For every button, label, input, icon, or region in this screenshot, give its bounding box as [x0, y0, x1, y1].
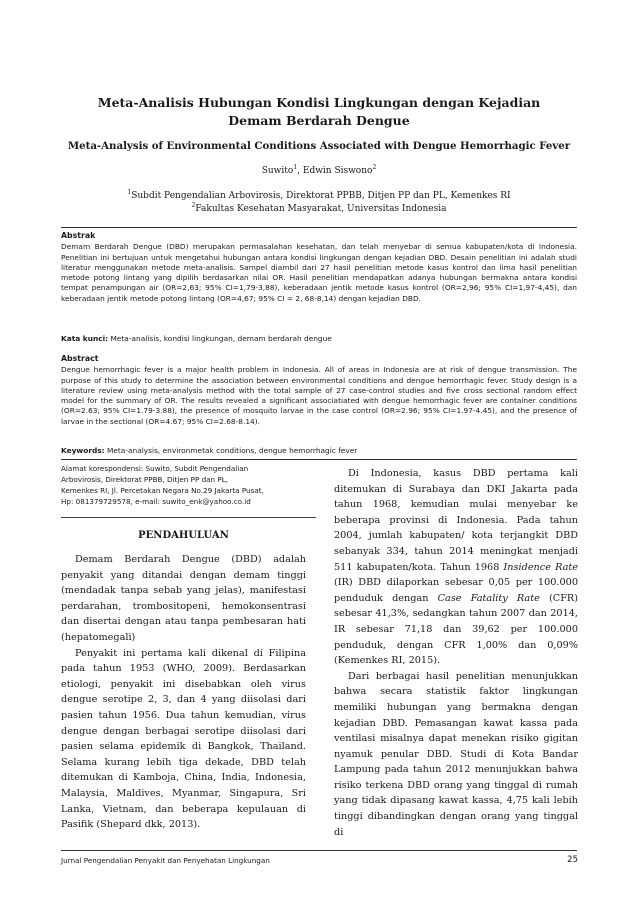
abstrak-section: [61, 231, 577, 304]
text-run: (CFR) sebesar 41,3%, sedangkan tahun 2007 dan 2014, IR sebesar 71,18 dan 39,62 per 100.000 penduduk, dengan CFR 1,00% dan 0,09% (Kemenkes RI, 2015).: [334, 592, 578, 667]
affiliation-1: [60, 190, 578, 203]
affiliation-text: Subdit Pengendalian Arbovirosis, Direktorat PPBB, Ditjen PP dan PL, Kemenkes RI: [131, 191, 511, 201]
affiliation-mark: 1: [127, 189, 132, 196]
abstrak-body: Demam Berdarah Dengue (DBD) merupakan permasalahan kesehatan, dan telah menyebar di semua kabupaten/kota di Indonesia. Penelitian ini bertujuan untuk mengetahui hubungan antara kondisi lingkungan dengan kejadian DBD. Desain penelitian ini adalah studi literatur menggunakan metode meta-analisis. Sampel diambil dari 27 hasil penelitian metode kasus kontrol dan lima hasil penelitian metode potong lintang yang dipilih berdasarkan nilai OR. Hasil penelitian mendapatkan adanya hubungan bermakna antara kondisi tempat penampungan air (OR=2,63; 95% CI=1,79-3,88), keberadaan jentik metode kasus kontrol (OR=2,96; 95% CI=1,97-4,45), dan keberadaan jentik metode potong lintang (OR=4,67; 95% CI = 2, 68-8,14) dengan kejadian DBD.: [61, 242, 577, 303]
affiliation-mark: 2: [191, 202, 196, 209]
affiliation-2: [60, 203, 578, 216]
article-title-english: Meta-Analysis of Environmental Conditions Associated with Dengue Hemorrhagic Fever: [67, 140, 571, 152]
article-title-line1: Meta-Analisis Hubungan Kondisi Lingkungan dengan Kejadian: [97, 95, 541, 110]
text-run: (IR) DBD dilaporkan sebesar 0,05 per 100.000 penduduk dengan: [334, 577, 578, 604]
correspondence-address: [61, 463, 316, 507]
author-separator: ,: [297, 166, 303, 176]
keywords-label: Keywords:: [61, 446, 105, 455]
correspondence-line: Arbovirosis, Direktorat PPBB, Ditjen PP dan PL,: [61, 475, 229, 484]
affiliation-text: Fakultas Kesehatan Masyarakat, Universitas Indonesia: [195, 204, 447, 214]
footer-divider: [61, 850, 577, 851]
abstract-section: [61, 354, 577, 427]
keywords-value: Meta-analysis, environmetak conditions, dengue hemorrhagic fever: [104, 446, 358, 455]
journal-name: Jurnal Pengendalian Penyakit dan Penyehatan Lingkungan: [61, 856, 270, 865]
section-heading: PENDAHULUAN: [138, 530, 229, 541]
italic-term: Case Fatality Rate: [437, 592, 540, 604]
divider: [61, 517, 316, 518]
author-name: Edwin Siswono: [302, 166, 373, 176]
article-title-line2: Demam Berdarah Dengue: [228, 113, 410, 128]
text-run: Di Indonesia, kasus DBD pertama kali ditemukan di Surabaya dan DKI Jakarta pada tahun 1968, kemudian mulai menyebar ke beberapa provinsi di Indonesia. Pada tahun 2004, jumlah kabupaten/ kota terjangkit DBD sebanyak 334, tahun 2014 meningkat menjadi 511 kabupaten/kota. Tahun 1968: [334, 468, 578, 573]
correspondence-line: Kemenkes RI, Jl. Percetakan Negara No.29 Jakarta Pusat,: [61, 486, 264, 495]
paragraph: Penyakit ini pertama kali dikenal di Filipina pada tahun 1953 (WHO, 2009). Berdasarkan etiologi, penyakit ini disebabkan oleh virus dengue serotipe 2, 3, dan 4 yang diisolasi dari pasien tahun 1956. Dua tahun kemudian, virus dengue dengan berbagai serotipe diisolasi dari pasien selama epidemik di Bangkok, Thailand. Selama kurang lebih tiga dekade, DBD telah ditemukan di Kamboja, China, India, Indonesia, Malaysia, Maldives, Myanmar, Singapura, Sri Lanka, Vietnam, dan beberapa kepulauan di Pasifik (Shepard dkk, 2013).: [61, 647, 306, 831]
paragraph: Dari berbagai hasil penelitian menunjukkan bahwa secara statistik faktor lingkungan memiliki hubungan yang bermakna dengan kejadian DBD. Pemasangan kawat kassa pada ventilasi misalnya dapat menekan risiko gigitan nyamuk penular DBD. Studi di Kota Bandar Lampung pada tahun 2012 menunjukkan bahwa risiko terkena DBD orang yang tinggal di rumah yang tidak dipasang kawat kassa, 4,75 kali lebih tinggi dibandingkan dengan orang yang tinggal di: [334, 670, 578, 838]
divider: [61, 459, 577, 460]
kata-kunci: [61, 334, 577, 344]
abstract-body: Dengue hemorrhagic fever is a major health problem in Indonesia. All of areas in Indonesia are at risk of dengue transmission. The purpose of this study to determine the association between environmental conditions and dengue hemorrhagic fever. Study design is a literature review using meta-analysis method with the total sample of 27 case-control studies and five cross sectional random effect model for the summary of OR. The results revealed a significant associatiated with dengue hemorrhagic fever are container conditions (OR=2.63; 95% CI=1.79-3.88), the presence of mosquito larvae in the case control (OR=2.96; 95% CI=1.97-4.45), and the presence of larvae in the sectional (OR=4.67; 95% CI=2.68-8.14).: [61, 365, 577, 426]
correspondence-line: Hp: 081379729578, e-mail: suwito_enk@yahoo.co.id: [61, 497, 251, 506]
paragraph: [334, 466, 578, 669]
divider: [61, 227, 577, 228]
article-title: [60, 94, 578, 130]
abstrak-heading: Abstrak: [61, 231, 96, 240]
kata-kunci-label: Kata kunci:: [61, 334, 109, 343]
italic-term: Insidence Rate: [503, 561, 578, 573]
author-affiliation-mark: 2: [372, 164, 377, 171]
kata-kunci-value: Meta-analisis, kondisi lingkungan, demam berdarah dengue: [108, 334, 332, 343]
right-column: [334, 466, 578, 840]
keywords: [61, 446, 577, 456]
author-list: [60, 165, 578, 178]
author-affiliation-mark: 1: [293, 164, 298, 171]
correspondence-line: Alamat korespondensi: Suwito, Subdit Pengendalian: [61, 464, 249, 473]
abstract-heading: Abstract: [61, 354, 99, 363]
affiliations: [60, 190, 578, 216]
page-number: 25: [567, 855, 578, 865]
left-column: [61, 552, 306, 833]
paragraph: Demam Berdarah Dengue (DBD) adalah penyakit yang ditandai dengan demam tinggi (mendadak tanpa sebab yang jelas), manifestasi perdarahan, trombositopeni, hemokonsentrasi dan disertai dengan atau tanpa pembesaran hati (hepatomegali): [61, 554, 306, 643]
author-name: Suwito: [261, 166, 294, 176]
